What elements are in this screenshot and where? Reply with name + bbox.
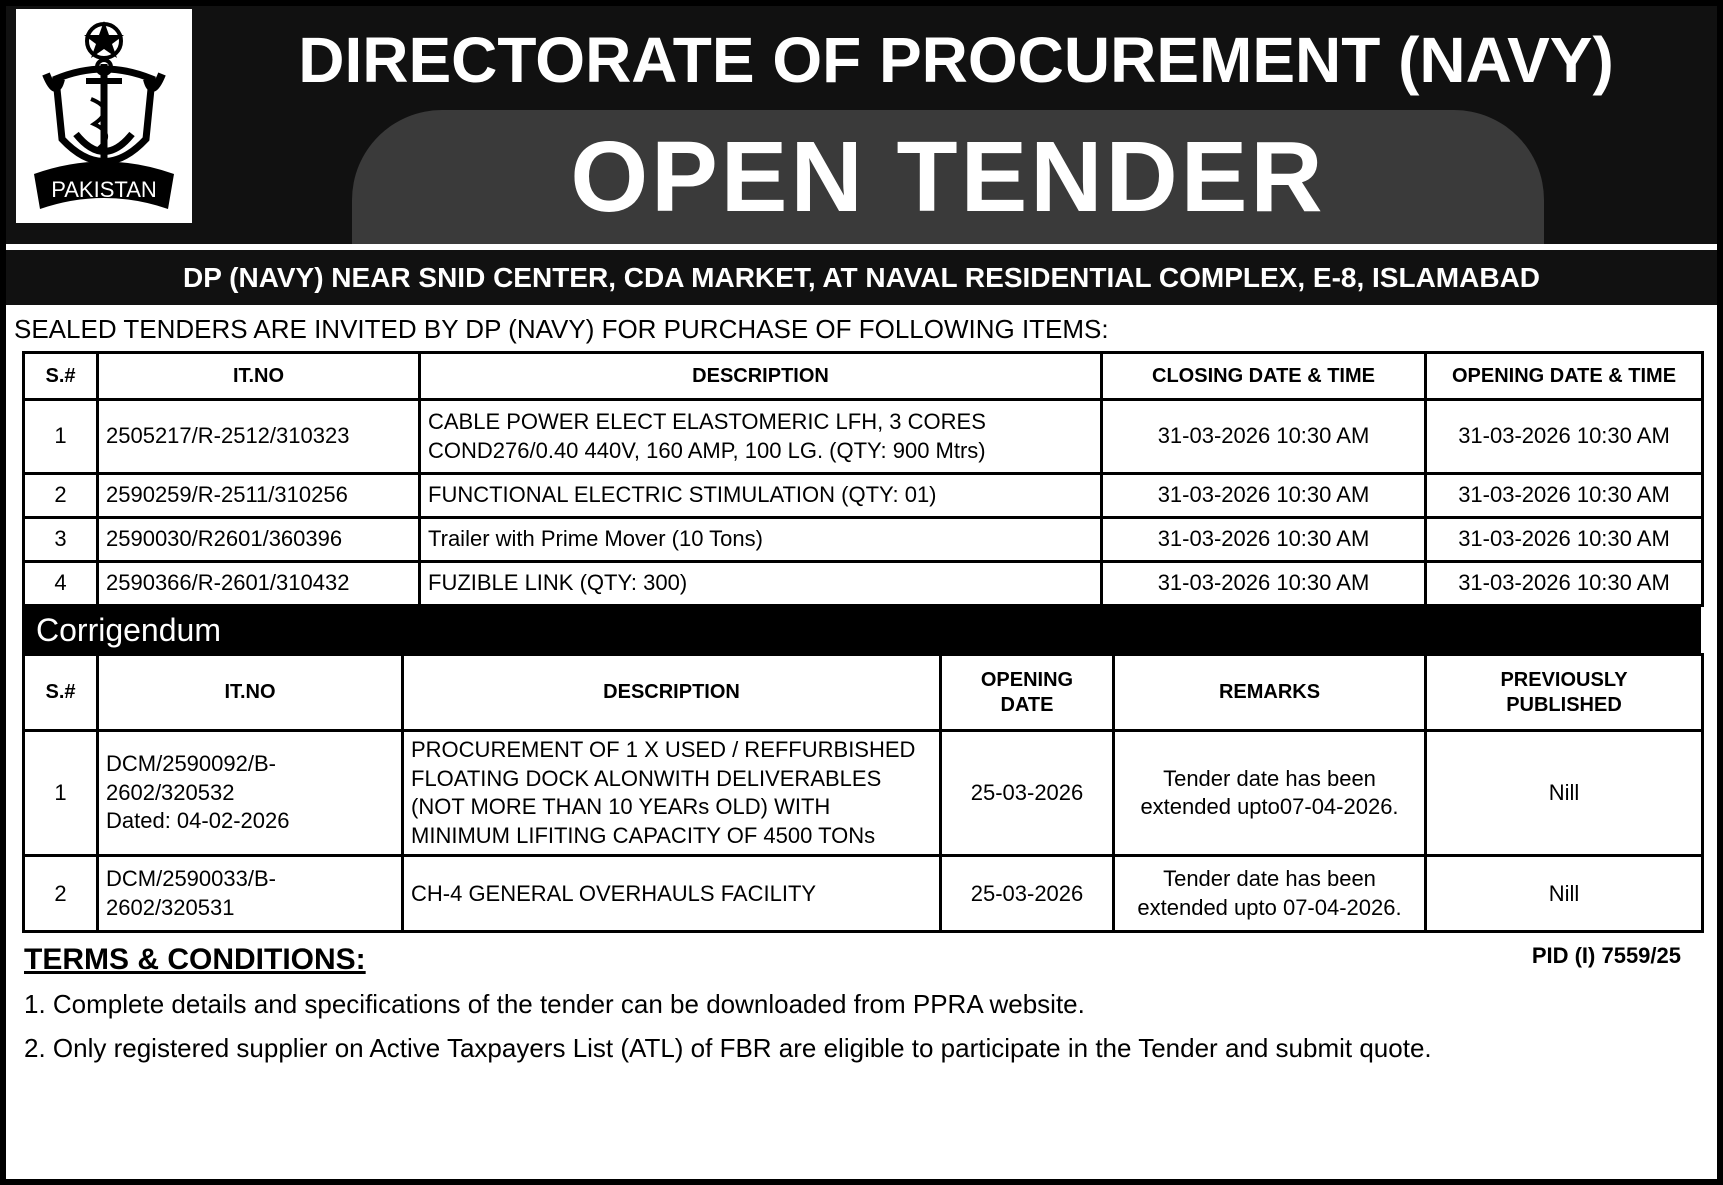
itno-line: Dated: 04-02-2026 — [106, 808, 290, 834]
terms-header-row — [24, 943, 1701, 977]
pakistan-navy-logo — [16, 9, 192, 223]
table-row — [24, 474, 1703, 518]
header-line: DATE — [1000, 693, 1054, 716]
header-description: DESCRIPTION — [403, 655, 941, 731]
table-row — [24, 400, 1703, 474]
terms-item: 1. Complete details and specifications of the tender can be downloaded from PPRA website. — [24, 989, 1085, 1020]
table-header — [24, 353, 1703, 400]
header-opening: OPENING DATE & TIME — [1426, 353, 1703, 400]
cell-description: CH-4 GENERAL OVERHAULS FACILITY — [403, 856, 941, 932]
header-opening-date — [941, 655, 1114, 731]
intro-text: SEALED TENDERS ARE INVITED BY DP (NAVY) FOR PURCHASE OF FOLLOWING ITEMS: — [14, 314, 1109, 344]
header-itno: IT.NO — [98, 353, 420, 400]
remark-line: extended upto 07-04-2026. — [1137, 894, 1402, 920]
cell-itno: 2590366/R-2601/310432 — [98, 562, 420, 606]
header-remarks: REMARKS — [1114, 655, 1426, 731]
cell-sn: 2 — [24, 474, 98, 518]
corrigendum-table — [22, 653, 1704, 933]
cell-description — [420, 400, 1102, 474]
cell-description: FUNCTIONAL ELECTRIC STIMULATION (QTY: 01) — [420, 474, 1102, 518]
header — [6, 6, 1717, 244]
corrigendum-bar: Corrigendum — [22, 607, 1701, 653]
cell-opening: 31-03-2026 10:30 AM — [1426, 562, 1703, 606]
cell-itno: 2590259/R-2511/310256 — [98, 474, 420, 518]
cell-opening: 31-03-2026 10:30 AM — [1426, 518, 1703, 562]
desc-line: COND276/0.40 440V, 160 AMP, 100 LG. (QTY: 900 Mtrs) — [428, 437, 986, 463]
itno-line: DCM/2590092/B- — [106, 751, 276, 777]
header-description: DESCRIPTION — [420, 353, 1102, 400]
cell-description: FUZIBLE LINK (QTY: 300) — [420, 562, 1102, 606]
cell-closing: 31-03-2026 10:30 AM — [1102, 562, 1426, 606]
pid-number: PID (I) 7559/25 — [1531, 943, 1681, 969]
itno-line: 2602/320532 — [106, 779, 235, 805]
header-line: PREVIOUSLY — [1500, 668, 1628, 691]
table-row — [24, 731, 1703, 856]
remark-line: Tender date has been — [1163, 866, 1376, 892]
cell-itno: 2505217/R-2512/310323 — [98, 400, 420, 474]
remark-line: extended upto07-04-2026. — [1140, 794, 1399, 820]
cell-sn: 3 — [24, 518, 98, 562]
cell-previously-published: Nill — [1426, 731, 1703, 856]
tender-table — [22, 351, 1704, 607]
header-line: PUBLISHED — [1506, 693, 1622, 716]
table-row — [24, 856, 1703, 932]
header-line: OPENING — [980, 668, 1074, 691]
table-row — [24, 562, 1703, 606]
cell-description: Trailer with Prime Mover (10 Tons) — [420, 518, 1102, 562]
cell-opening-date: 25-03-2026 — [941, 731, 1114, 856]
cell-previously-published: Nill — [1426, 856, 1703, 932]
terms-item: 2. Only registered supplier on Active Taxpayers List (ATL) of FBR are eligible to participate in the Tender and submit quote. — [24, 1033, 1432, 1064]
cell-sn: 1 — [24, 400, 98, 474]
table-header — [24, 655, 1703, 731]
cell-closing: 31-03-2026 10:30 AM — [1102, 518, 1426, 562]
itno-line: 2602/320531 — [106, 894, 235, 920]
header-sn: S.# — [24, 353, 98, 400]
header-previously-published — [1426, 655, 1703, 731]
tender-notice — [6, 6, 1717, 1179]
cell-sn: 2 — [24, 856, 98, 932]
cell-remarks — [1114, 856, 1426, 932]
table-row — [24, 518, 1703, 562]
svg-text:PAKISTAN: PAKISTAN — [51, 177, 157, 202]
address-bar: DP (NAVY) NEAR SNID CENTER, CDA MARKET, AT NAVAL RESIDENTIAL COMPLEX, E-8, ISLAMABAD — [6, 250, 1717, 305]
cell-opening-date: 25-03-2026 — [941, 856, 1114, 932]
cell-opening: 31-03-2026 10:30 AM — [1426, 474, 1703, 518]
terms-title: TERMS & CONDITIONS: — [24, 943, 366, 977]
cell-sn: 4 — [24, 562, 98, 606]
cell-closing: 31-03-2026 10:30 AM — [1102, 400, 1426, 474]
cell-itno — [98, 856, 403, 932]
cell-sn: 1 — [24, 731, 98, 856]
header-sn: S.# — [24, 655, 98, 731]
open-tender-banner: OPEN TENDER — [352, 110, 1544, 244]
header-itno: IT.NO — [98, 655, 403, 731]
page-title: DIRECTORATE OF PROCUREMENT (NAVY) — [298, 24, 1614, 96]
desc-line: CABLE POWER ELECT ELASTOMERIC LFH, 3 CORES — [428, 408, 986, 434]
remark-line: Tender date has been — [1163, 765, 1376, 791]
cell-opening: 31-03-2026 10:30 AM — [1426, 400, 1703, 474]
cell-remarks — [1114, 731, 1426, 856]
cell-description: PROCUREMENT OF 1 X USED / REFFURBISHED FLOATING DOCK ALONWITH DELIVERABLES (NOT MORE THAN 10 YEARs OLD) WITH MINIMUM LIFITING CAPACITY OF 4500 TONs — [403, 731, 941, 856]
cell-closing: 31-03-2026 10:30 AM — [1102, 474, 1426, 518]
cell-itno — [98, 731, 403, 856]
itno-line: DCM/2590033/B- — [106, 866, 276, 892]
header-closing: CLOSING DATE & TIME — [1102, 353, 1426, 400]
cell-itno: 2590030/R2601/360396 — [98, 518, 420, 562]
